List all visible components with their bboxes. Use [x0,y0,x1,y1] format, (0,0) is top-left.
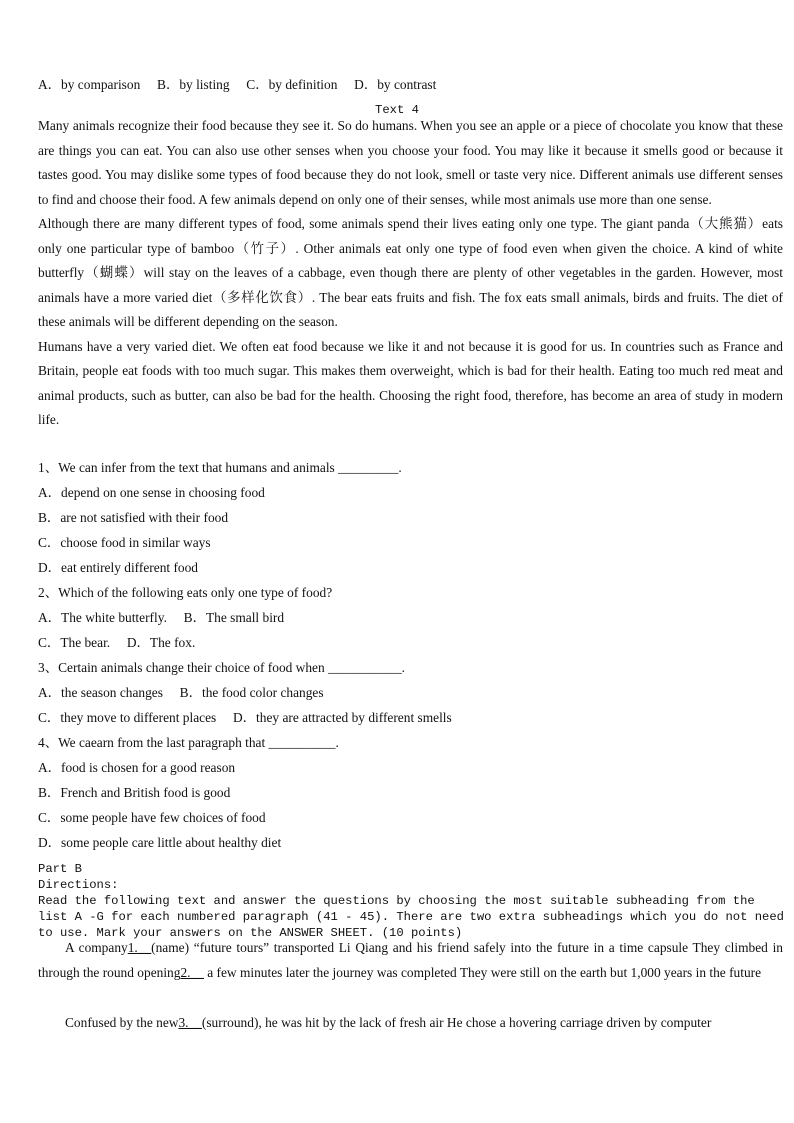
answer-options-previous: A．by comparison B．by listing C．by definition D．by contrast [38,77,437,92]
q4-option-a: A．food is chosen for a good reason [38,760,236,775]
q4-option-d: D．some people care little about healthy diet [38,835,282,850]
directions-label: Directions: [38,878,119,892]
p2-text-b: (surround), he was hit by the lack of fresh air He chose a hovering carriage driven by computer [201,1015,712,1030]
p1-text-a: A company [65,940,128,955]
q2-options-ab: A．The white butterfly. B．The small bird [38,610,285,625]
part-b-heading: Part B [38,862,82,876]
directions-line-2: list A -G for each numbered paragraph (41 - 45). There are two extra subheadings which you do not need [38,910,784,924]
q1-option-a: A．depend on one sense in choosing food [38,485,265,500]
reading-passage [38,114,783,433]
q4-option-c: C．some people have few choices of food [38,810,266,825]
blank-3: 3.__ [178,1015,202,1030]
p1-text-b: (name) “future tours” transported Li Qiang and his friend safely into the future in a time capsule They climbed in through the round opening [38,940,783,980]
question-3: 3、Certain animals change their choice of food when ___________. [38,660,406,675]
passage-paragraph-2: Although there are many different types of food, some animals spend their lives eating only one type. The giant panda（大熊猫）eats only one particular type of bamboo（竹子）. Other animals eat only one type of food even when given the choice. A kind of white butterfly（蝴蝶）will stay on the leaves of a cabbage, even though there are plenty of other vegetables in the garden. However, most animals have a more varied diet（多样化饮食）. The bear eats fruits and fish. The fox eats small animals, birds and fruits. The diet of these animals will be different depending on the season. [38,216,783,329]
question-2: 2、Which of the following eats only one type of food? [38,585,333,600]
q1-option-c: C．choose food in similar ways [38,535,211,550]
part-b-paragraph-1 [38,936,783,985]
passage-paragraph-3: Humans have a very varied diet. We often eat food because we like it and not because it is good for us. In countries such as France and Britain, people eat foods with too much sugar. This makes them overweight, which is bad for their health. Eating too much red meat and animal products, such as butter, can also be bad for the health. Choosing the right food, therefore, has become an area of study in modern life. [38,338,783,427]
p2-text-a: Confused by the new [65,1015,179,1030]
p1-text-c: a few minutes later the journey was completed They were still on the earth but 1,000 years in the future [203,964,762,980]
part-b-paragraph-2 [38,1011,783,1036]
passage-paragraph-1: Many animals recognize their food because they see it. So do humans. When you see an apple or a piece of chocolate you know that these are things you can eat. You can also use other senses when you choose your food. You may like it because it smells good or because it tastes good. You may dislike some types of food because they do not look, smell or taste very nice. Different animals use different senses to find and choose their food. A few animals depend on only one of their senses, while most animals use more than one sense. [38,118,783,207]
q3-options-cd: C．they move to different places D．they are attracted by different smells [38,710,452,725]
q1-option-d: D．eat entirely different food [38,560,199,575]
blank-2: 2.__ [180,964,204,980]
text-title: Text 4 [375,103,419,117]
question-1: 1、We can infer from the text that humans and animals _________. [38,460,402,475]
directions-line-1: Read the following text and answer the questions by choosing the most suitable subheading from the [38,894,755,908]
directions-line-3: to use. Mark your answers on the ANSWER SHEET. (10 points) [38,926,463,940]
blank-1: 1.__ [127,940,152,955]
q4-option-b: B．French and British food is good [38,785,231,800]
question-4: 4、We caearn from the last paragraph that __________. [38,735,339,750]
q2-options-cd: C．The bear. D．The fox. [38,635,196,650]
q1-option-b: B．are not satisfied with their food [38,510,229,525]
q3-options-ab: A．the season changes B．the food color changes [38,685,324,700]
